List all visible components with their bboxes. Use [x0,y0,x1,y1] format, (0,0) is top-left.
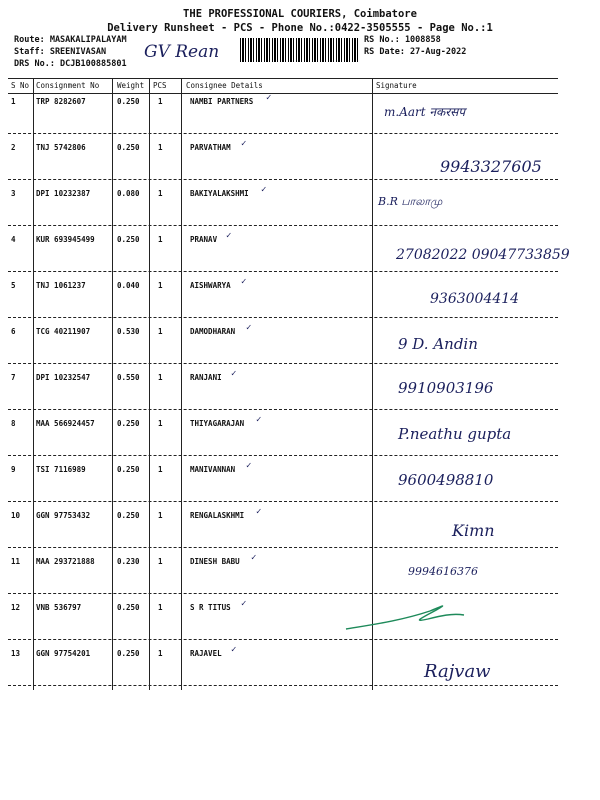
signature-handwriting: 9910903196 [398,379,494,397]
cell-consignment: GGN 97753432 [36,511,91,520]
signature-handwriting: 9994616376 [408,565,478,578]
column-divider [33,78,34,690]
cell-weight: 0.250 [117,465,140,474]
cell-consignee: DINESH BABU [190,557,240,566]
check-mark-icon: ✓ [241,277,247,287]
cell-sno: 5 [11,281,16,290]
cell-sno: 9 [11,465,16,474]
cell-pcs: 1 [158,649,163,658]
signature-handwriting: 9943327605 [440,157,542,176]
cell-pcs: 1 [158,189,163,198]
cell-consignment: DPI 10232387 [36,189,91,198]
row-divider [8,225,558,226]
cell-consignee: S R TITUS [190,603,231,612]
check-mark-icon: ✓ [256,415,262,425]
cell-pcs: 1 [158,603,163,612]
route-label: Route: MASAKALIPALAYAM [14,35,127,45]
cell-sno: 7 [11,373,16,382]
check-mark-icon: ✓ [231,645,237,655]
column-divider [112,78,113,690]
column-header-signature: Signature [376,81,417,90]
row-divider [8,179,558,180]
cell-consignment: DPI 10232547 [36,373,91,382]
signature-handwriting: Kimn [452,521,495,540]
cell-consignee: PARVATHAM [190,143,231,152]
column-divider [181,78,182,690]
cell-consignee: RANJANI [190,373,222,382]
row-divider [8,455,558,456]
cell-pcs: 1 [158,97,163,106]
signature-handwriting: Rajvaw [424,661,491,682]
cell-sno: 11 [11,557,21,566]
check-mark-icon: ✓ [256,507,262,517]
signature-handwriting: 27082022 09047733859 [396,247,570,263]
cell-pcs: 1 [158,511,163,520]
signature-scribble [340,599,470,635]
cell-consignment: TRP 8282607 [36,97,86,106]
cell-consignment: TCG 40211907 [36,327,91,336]
cell-consignment: MAA 566924457 [36,419,95,428]
cell-pcs: 1 [158,327,163,336]
table-header-rule [8,93,558,94]
column-header-sno: S No [11,81,30,90]
column-header-pcs: PCS [153,81,167,90]
cell-sno: 3 [11,189,16,198]
cell-pcs: 1 [158,281,163,290]
cell-consignment: MAA 293721888 [36,557,95,566]
signature-handwriting: m.Aart नकरसप [384,105,466,119]
cell-sno: 10 [11,511,21,520]
cell-consignment: TNJ 1061237 [36,281,86,290]
cell-weight: 0.230 [117,557,140,566]
cell-sno: 1 [11,97,16,106]
check-mark-icon: ✓ [251,553,257,563]
cell-sno: 4 [11,235,16,244]
check-mark-icon: ✓ [226,231,232,241]
column-header-weight: Weight [117,81,145,90]
column-header-consignment: Consignment No [36,81,100,90]
check-mark-icon: ✓ [231,369,237,379]
column-divider [149,78,150,690]
runsheet-subtitle: Delivery Runsheet - PCS - Phone No.:0422-3505555 - Page No.:1 [107,22,493,34]
check-mark-icon: ✓ [241,599,247,609]
cell-weight: 0.550 [117,373,140,382]
cell-pcs: 1 [158,557,163,566]
cell-consignee: DAMODHARAN [190,327,236,336]
signature-handwriting: P.neathu gupta [398,425,512,443]
signature-handwriting: 9363004414 [430,291,520,307]
cell-consignment: TSI 7116989 [36,465,86,474]
cell-weight: 0.250 [117,649,140,658]
check-mark-icon: ✓ [261,185,267,195]
row-divider [8,409,558,410]
check-mark-icon: ✓ [266,93,272,103]
cell-weight: 0.250 [117,97,140,106]
cell-weight: 0.250 [117,603,140,612]
cell-consignment: KUR 693945499 [36,235,95,244]
cell-pcs: 1 [158,373,163,382]
column-header-consignee: Consignee Details [186,81,263,90]
row-divider [8,593,558,594]
cell-weight: 0.250 [117,235,140,244]
check-mark-icon: ✓ [241,139,247,149]
cell-consignment: GGN 97754201 [36,649,91,658]
cell-sno: 6 [11,327,16,336]
row-divider [8,501,558,502]
cell-consignee: THIYAGARAJAN [190,419,245,428]
cell-consignee: BAKIYALAKSHMI [190,189,249,198]
cell-pcs: 1 [158,143,163,152]
row-divider [8,363,558,364]
cell-weight: 0.040 [117,281,140,290]
signature-handwriting: 9 D. Andin [398,335,478,353]
cell-sno: 2 [11,143,16,152]
row-divider [8,685,558,686]
row-divider [8,133,558,134]
cell-consignment: TNJ 5742806 [36,143,86,152]
rs-date: RS Date: 27-Aug-2022 [364,47,467,57]
row-divider [8,547,558,548]
handwritten-staff-name: GV Rean [144,42,220,62]
cell-weight: 0.250 [117,419,140,428]
rs-number: RS No.: 1008858 [364,35,441,45]
row-divider [8,317,558,318]
cell-pcs: 1 [158,419,163,428]
cell-consignee: PRANAV [190,235,218,244]
row-divider [8,639,558,640]
signature-handwriting: 9600498810 [398,471,494,489]
cell-sno: 13 [11,649,21,658]
cell-consignment: VNB 536797 [36,603,82,612]
cell-consignee: RENGALASKHMI [190,511,245,520]
staff-label: Staff: SREENIVASAN [14,47,107,57]
cell-consignee: NAMBI PARTNERS [190,97,254,106]
company-title: THE PROFESSIONAL COURIERS, Coimbatore [183,8,417,20]
table-top-rule [8,78,558,79]
barcode [240,38,358,62]
cell-weight: 0.250 [117,511,140,520]
cell-weight: 0.530 [117,327,140,336]
cell-pcs: 1 [158,235,163,244]
cell-pcs: 1 [158,465,163,474]
cell-weight: 0.250 [117,143,140,152]
cell-consignee: RAJAVEL [190,649,222,658]
cell-weight: 0.080 [117,189,140,198]
cell-sno: 12 [11,603,21,612]
row-divider [8,271,558,272]
drs-number: DRS No.: DCJB100885801 [14,59,127,69]
check-mark-icon: ✓ [246,323,252,333]
cell-consignee: MANIVANNAN [190,465,236,474]
check-mark-icon: ✓ [246,461,252,471]
cell-sno: 8 [11,419,16,428]
signature-handwriting: B.R பாலாமு [378,195,443,208]
cell-consignee: AISHWARYA [190,281,231,290]
